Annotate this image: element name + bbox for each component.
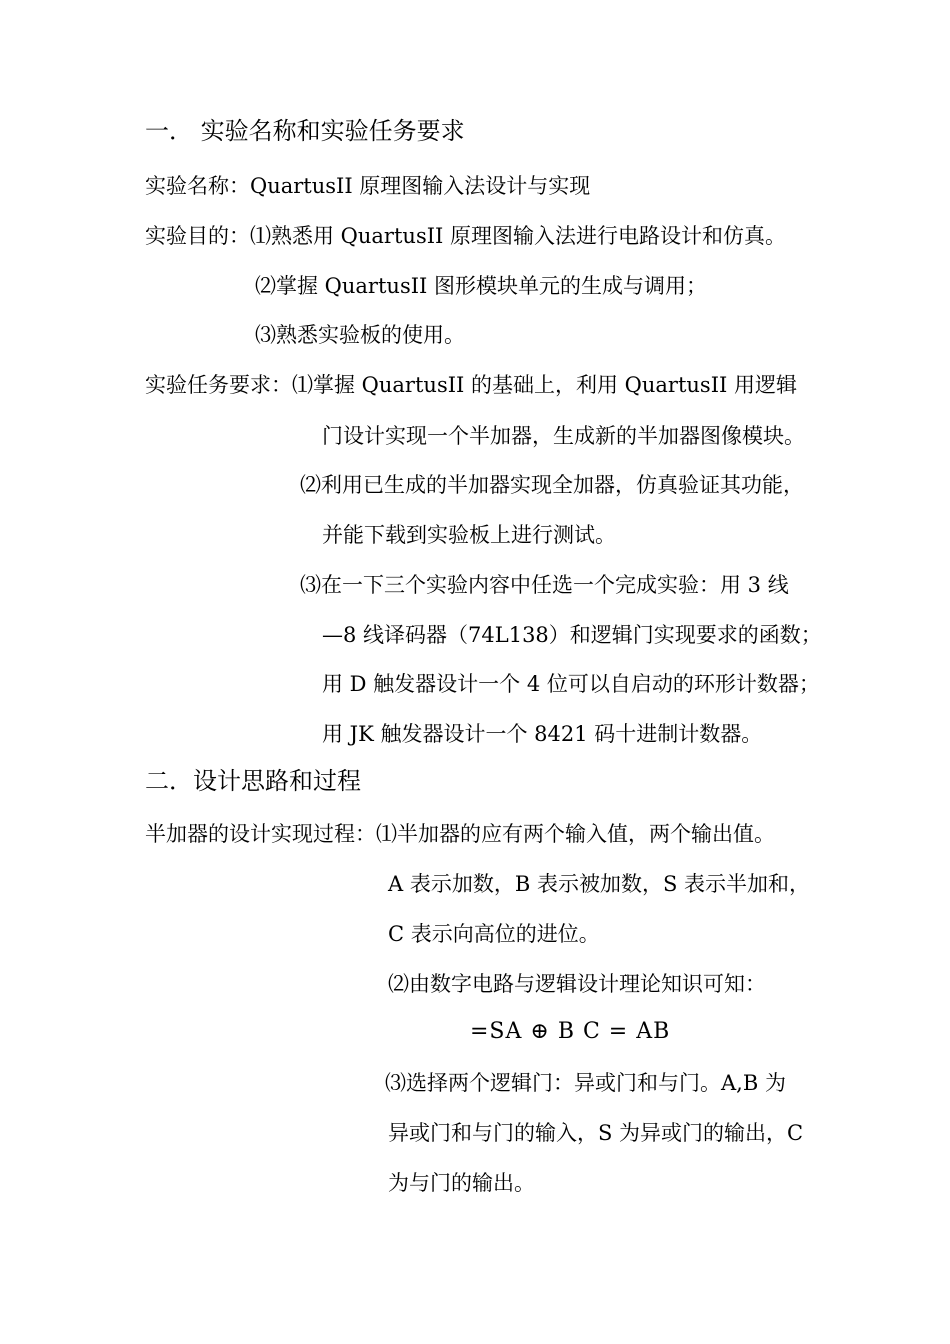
task-line-1: 实验任务要求：⑴掌握 QuartusII 的基础上，利用 QuartusII 用逻辑 xyxy=(145,373,797,397)
task-line-6: —8 线译码器（74L138）和逻辑门实现要求的函数； xyxy=(322,623,822,647)
design-line-8: 为与门的输出。 xyxy=(388,1171,535,1195)
task-line-4: 并能下载到实验板上进行测试。 xyxy=(322,523,616,547)
formula: =SA ⊕ B C = AB xyxy=(470,1019,671,1044)
design-line-2: A 表示加数，B 表示被加数，S 表示半加和， xyxy=(388,872,811,896)
experiment-name: 实验名称：QuartusII 原理图输入法设计与实现 xyxy=(145,174,591,198)
design-line-3: C 表示向高位的进位。 xyxy=(388,922,600,946)
task-line-3: ⑵利用已生成的半加器实现全加器，仿真验证其功能， xyxy=(300,473,804,497)
design-line-7: 异或门和与门的输入，S 为异或门的输出，C xyxy=(388,1121,804,1145)
purpose-line-1: 实验目的：⑴熟悉用 QuartusII 原理图输入法进行电路设计和仿真。 xyxy=(145,224,786,248)
section2-heading: 二．设计思路和过程 xyxy=(145,767,361,795)
task-line-8: 用 JK 触发器设计一个 8421 码十进制计数器。 xyxy=(322,722,763,746)
design-line-1: 半加器的设计实现过程：⑴半加器的应有两个输入值，两个输出值。 xyxy=(145,822,775,846)
purpose-line-3: ⑶熟悉实验板的使用。 xyxy=(255,323,465,347)
design-line-4: ⑵由数字电路与逻辑设计理论知识可知： xyxy=(388,972,766,996)
purpose-line-2: ⑵掌握 QuartusII 图形模块单元的生成与调用； xyxy=(255,274,707,298)
section1-heading: 一． 实验名称和实验任务要求 xyxy=(145,117,465,145)
task-line-2: 门设计实现一个半加器，生成新的半加器图像模块。 xyxy=(322,424,805,448)
task-line-7: 用 D 触发器设计一个 4 位可以自启动的环形计数器； xyxy=(322,672,820,696)
task-line-5: ⑶在一下三个实验内容中任选一个完成实验：用 3 线 xyxy=(300,573,789,597)
design-line-6: ⑶选择两个逻辑门：异或门和与门。A,B 为 xyxy=(385,1071,786,1095)
